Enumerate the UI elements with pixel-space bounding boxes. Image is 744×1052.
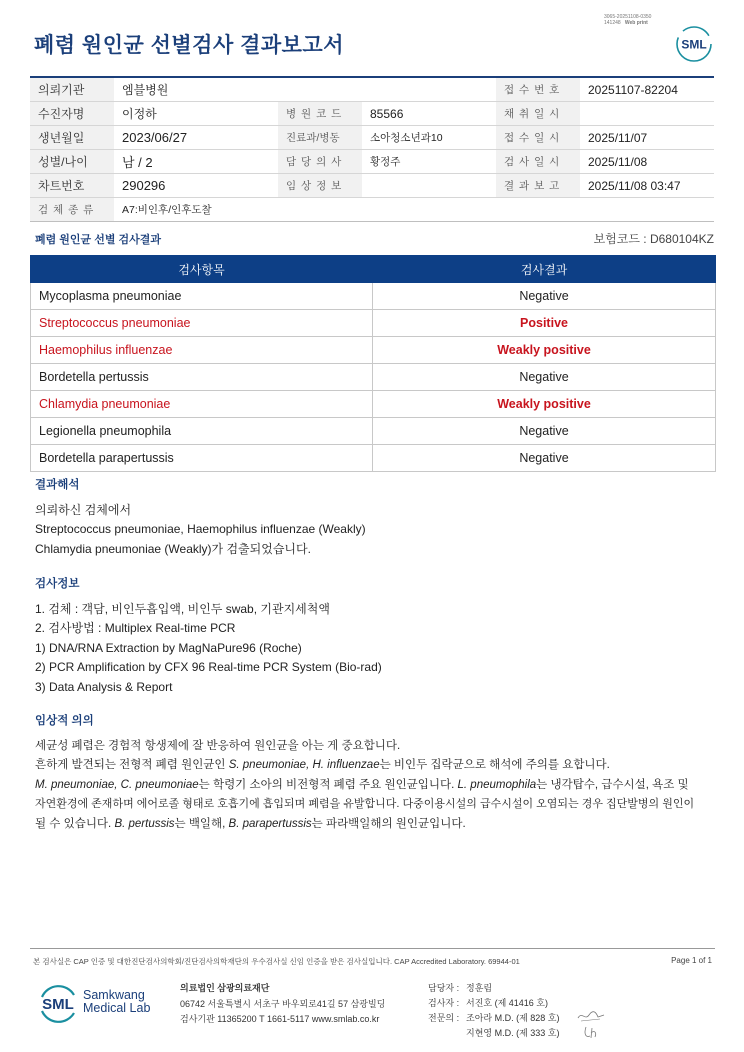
staff-name: 지현영 M.D. (제 333 호) (466, 1028, 560, 1038)
clinical-text: 는 백일해, (174, 817, 229, 830)
value-receipt-date: 2025/11/07 (580, 126, 714, 150)
clinical-section (35, 712, 715, 834)
staff-role: 담당자 : (428, 983, 460, 993)
label-accession-number: 접 수 번 호 (496, 77, 580, 102)
test-info-heading: 검사정보 (35, 578, 80, 590)
value-physician: 황정주 (362, 150, 496, 174)
table-row (31, 283, 716, 310)
staff-list (428, 981, 559, 1041)
signature-2 (582, 1024, 604, 1045)
page-number: Page 1 of 1 (671, 956, 712, 965)
label-clinical-info: 임 상 정 보 (278, 174, 362, 198)
value-chart-number: 290296 (114, 174, 278, 198)
test-result: Weakly positive (373, 391, 716, 418)
test-info-line: 1. 검체 : 객담, 비인두흡입액, 비인두 swab, 기관지세척액 (35, 601, 330, 616)
label-report-date: 결 과 보 고 (496, 174, 580, 198)
samkwang-logo (36, 983, 156, 1023)
test-info-line: 3) Data Analysis & Report (35, 679, 173, 694)
value-collection-date (580, 102, 714, 126)
staff-row (428, 1011, 559, 1026)
test-item: Bordetella pertussis (31, 364, 373, 391)
interpretation-section (35, 476, 366, 559)
column-header-item: 검사항목 (31, 256, 373, 283)
accreditation-note: 본 검사실은 CAP 인증 및 대한진단검사의학회/진단검사의학재단의 우수검사실 신임 인증을 받은 검사실입니다. CAP Accredited Laboratory. 69944-01 (33, 957, 520, 966)
staff-row (428, 1026, 559, 1041)
org-name: 의료법인 삼광의료재단 (180, 983, 270, 993)
test-result: Negative (373, 445, 716, 472)
value-test-date: 2025/11/08 (580, 150, 714, 174)
interpretation-line: Streptococcus pneumoniae, Haemophilus influenzae (Weakly) (35, 522, 366, 536)
test-result: Negative (373, 418, 716, 445)
footer-divider (30, 948, 715, 949)
test-item: Bordetella parapertussis (31, 445, 373, 472)
brand-line2: Medical Lab (83, 1001, 151, 1015)
label-collection-date: 채 취 일 시 (496, 102, 580, 126)
test-info-line: 2. 검사방법 : Multiplex Real-time PCR (35, 621, 236, 635)
interpretation-heading: 결과해석 (35, 479, 80, 491)
info-row (30, 102, 714, 126)
organism-name: L. pneumophila (457, 778, 537, 791)
organism-name: B. parapertussis (228, 817, 312, 830)
org-contact: 검사기관 11365200 T 1661-5117 www.smlab.co.kr (180, 1014, 380, 1024)
insurance-code: 보험코드 : D680104KZ (593, 232, 714, 246)
interpretation-line: Chlamydia pneumoniae (Weakly)가 검출되었습니다. (35, 541, 311, 556)
test-result: Negative (373, 283, 716, 310)
patient-info-table (30, 76, 714, 222)
clinical-line (35, 815, 715, 835)
test-result: Negative (373, 364, 716, 391)
label-sex-age: 성별/나이 (30, 150, 114, 174)
label-department: 진료과/병동 (278, 126, 362, 150)
clinical-line (35, 756, 715, 776)
clinical-line: 자연환경에 존재하며 에어로졸 형태로 호흡기에 흡입되며 폐렴을 유발합니다. 다중이용시설의 급수시설이 오염되는 경우 집단발병의 원인이 (35, 798, 695, 810)
info-row (30, 174, 714, 198)
clinical-text: 는 비인두 집락균으로 해석에 주의를 요합니다. (379, 759, 610, 771)
value-hospital-code: 85566 (362, 102, 496, 126)
test-item: Haemophilus influenzae (31, 337, 373, 364)
column-header-result: 검사결과 (373, 256, 716, 283)
table-row (31, 364, 716, 391)
test-info-line: 2) PCR Amplification by CFX 96 Real-time PCR System (Bio-rad) (35, 660, 382, 674)
label-hospital-code: 병 원 코 드 (278, 102, 362, 126)
page-title: 폐렴 원인균 선별검사 결과보고서 (34, 34, 345, 57)
value-requesting-institution: 엠블병원 (114, 77, 496, 102)
label-requesting-institution: 의뢰기관 (30, 77, 114, 102)
results-header-row (31, 256, 716, 283)
test-result: Weakly positive (373, 337, 716, 364)
label-test-date: 검 사 일 시 (496, 150, 580, 174)
value-patient-name: 이정하 (114, 102, 278, 126)
staff-row (428, 981, 559, 996)
sml-logo (675, 25, 713, 63)
clinical-text: 는 학령기 소아의 비전형적 폐렴 주요 원인균입니다. (198, 778, 458, 791)
value-birth-date: 2023/06/27 (114, 126, 278, 150)
label-specimen-type: 검 체 종 류 (30, 198, 114, 222)
test-info-section (35, 575, 382, 697)
clinical-line: 세균성 폐렴은 경험적 항생제에 잘 반응하여 원인균을 아는 게 중요합니다. (35, 739, 401, 752)
web-print-tag: Web print (624, 20, 648, 26)
table-row (31, 445, 716, 472)
label-birth-date: 생년월일 (30, 126, 114, 150)
organism-name: S. pneumoniae, H. influenzae (228, 759, 380, 771)
value-sex-age: 남 / 2 (114, 150, 278, 174)
test-item: Legionella pneumophila (31, 418, 373, 445)
info-row (30, 126, 714, 150)
label-receipt-date: 접 수 일 시 (496, 126, 580, 150)
info-row (30, 198, 714, 222)
label-physician: 담 당 의 사 (278, 150, 362, 174)
staff-name: 정훈림 (466, 983, 493, 993)
staff-name: 서진호 (제 41416 호) (466, 998, 548, 1008)
table-row (31, 337, 716, 364)
label-patient-name: 수진자명 (30, 102, 114, 126)
test-result: Positive (373, 310, 716, 337)
organism-name: M. pneumoniae, C. pneumoniae (35, 778, 199, 791)
info-row (30, 77, 714, 102)
test-item: Chlamydia pneumoniae (31, 391, 373, 418)
test-info-line: 1) DNA/RNA Extraction by MagNaPure96 (Roche) (35, 640, 302, 655)
clinical-line (35, 776, 715, 796)
document-code-line2 (604, 20, 651, 26)
samkwang-logo-text: SML (42, 996, 74, 1013)
results-section-title: 폐렴 원인균 선별 검사결과 (35, 234, 162, 246)
clinical-text: 는 파라백일해의 원인균입니다. (311, 817, 466, 830)
test-item: Mycoplasma pneumoniae (31, 283, 373, 310)
brand-line1: Samkwang (83, 988, 145, 1002)
table-row (31, 310, 716, 337)
table-row (31, 418, 716, 445)
clinical-text: 될 수 있습니다. (35, 817, 115, 830)
value-specimen-type: A7:비인후/인후도찰 (114, 198, 714, 222)
staff-role: 검사자 : (428, 998, 460, 1008)
clinical-heading: 임상적 의의 (35, 715, 94, 727)
label-chart-number: 차트번호 (30, 174, 114, 198)
test-item: Streptococcus pneumoniae (31, 310, 373, 337)
value-department: 소아청소년과10 (362, 126, 496, 150)
staff-name: 조아라 M.D. (제 828 호) (466, 1013, 560, 1023)
staff-row (428, 996, 559, 1011)
document-code-id: 141248 (604, 20, 621, 26)
info-row (30, 150, 714, 174)
brand-name (83, 989, 150, 1015)
table-row (31, 391, 716, 418)
clinical-text: 는 냉각탑수, 급수시설, 욕조 및 (536, 778, 689, 791)
document-code-line1: 3065-20251108-0350 (604, 14, 652, 20)
sml-logo-text: SML (681, 37, 707, 52)
value-report-date: 2025/11/08 03:47 (580, 174, 714, 198)
document-code (604, 14, 651, 26)
interpretation-line: 의뢰하신 검체에서 (35, 502, 132, 517)
org-address: 06742 서울특별시 서초구 바우뫼로41길 57 삼광빌딩 (180, 999, 386, 1009)
staff-role: 전문의 : (428, 1013, 460, 1023)
organism-name: B. pertussis (114, 817, 175, 830)
value-clinical-info (362, 174, 496, 198)
results-table (30, 255, 716, 472)
value-accession-number: 20251107-82204 (580, 77, 714, 102)
clinical-text: 흔하게 발견되는 전형적 폐렴 원인균인 (35, 759, 229, 771)
